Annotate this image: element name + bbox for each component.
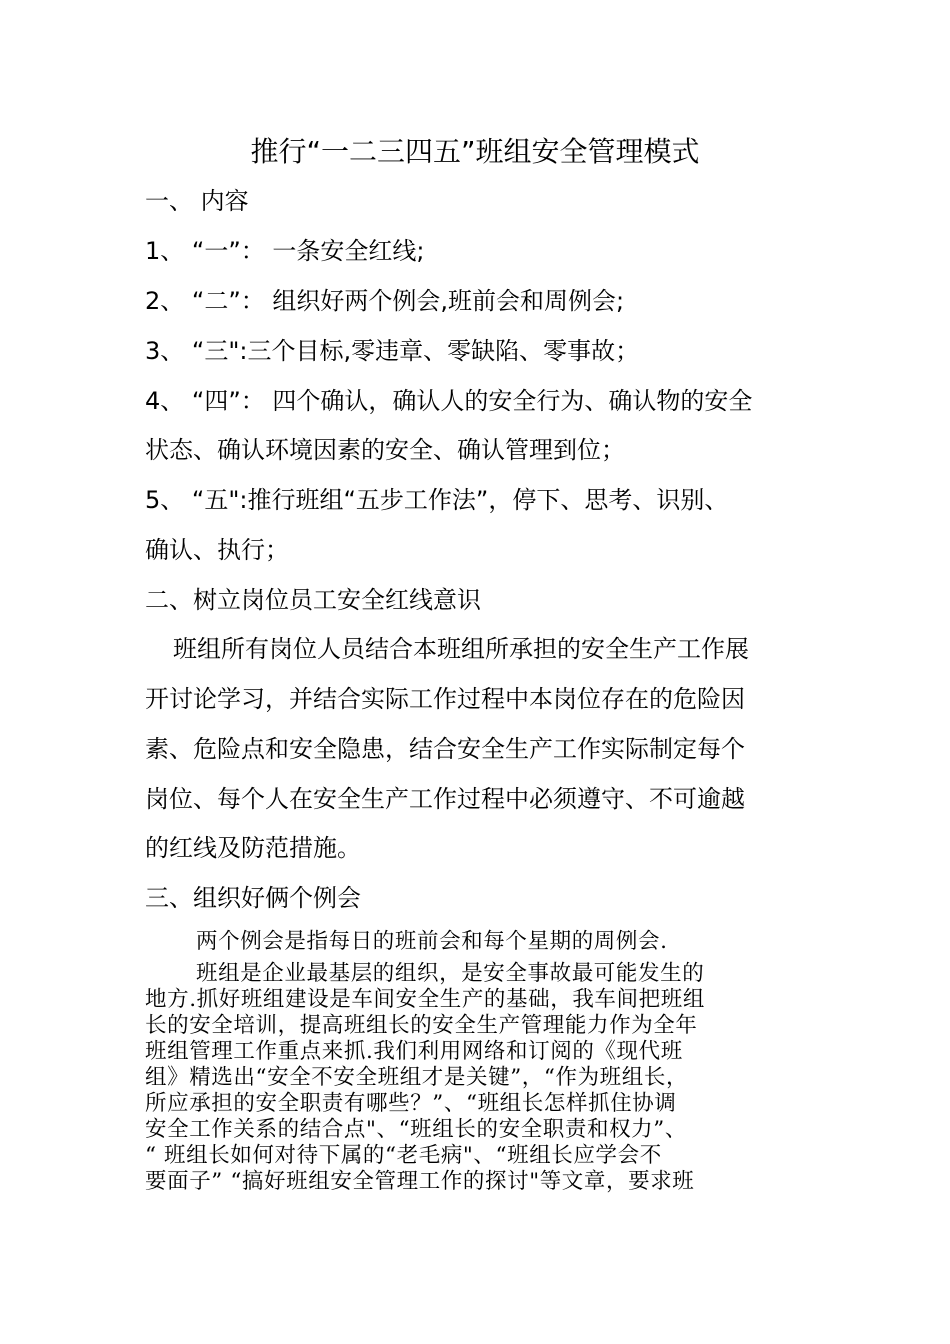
list-item: 2、 “二”： 组织好两个例会,班前会和周例会; (145, 287, 625, 315)
paragraph-line: 班组管理工作重点来抓.我们利用网络和订阅的《现代班 (145, 1039, 683, 1064)
paragraph-line: 岗位、每个人在安全生产工作过程中必须遵守、不可逾越 (145, 785, 745, 813)
list-item: 3、 “三":三个目标,零违章、零缺陷、零事故； (145, 337, 640, 365)
list-item-continuation: 确认、执行； (145, 536, 289, 564)
section-heading-redline: 二、树立岗位员工安全红线意识 (145, 586, 481, 614)
page-title: 推行“一二三四五”班组安全管理模式 (250, 135, 700, 168)
list-item: 4、 “四”： 四个确认，确认人的安全行为、确认物的安全 (145, 387, 753, 415)
paragraph-line: 两个例会是指每日的班前会和每个星期的周例会. (196, 929, 668, 954)
section-heading-content: 一、 内容 (145, 187, 249, 215)
paragraph-line: 的红线及防范措施。 (145, 834, 361, 862)
list-item: 5、 “五":推行班组“五步工作法”，停下、思考、识别、 (145, 486, 729, 514)
paragraph-line: 组》精选出“安全不安全班组才是关键”，“作为班组长， (145, 1065, 689, 1090)
paragraph-line: 开讨论学习，并结合实际工作过程中本岗位存在的危险因 (145, 685, 745, 713)
paragraph-line: 安全工作关系的结合点"、“班组长的安全职责和权力”、 (145, 1117, 687, 1142)
paragraph-line: 班组所有岗位人员结合本班组所承担的安全生产工作展 (173, 635, 749, 663)
list-item-continuation: 状态、确认环境因素的安全、确认管理到位； (145, 436, 625, 464)
paragraph-line: 长的安全培训，提高班组长的安全生产管理能力作为全年 (145, 1013, 698, 1038)
paragraph-line: “ 班组长如何对待下属的“老毛病"、“班组长应学会不 (145, 1143, 662, 1168)
paragraph-line: 所应承担的安全职责有哪些？”、“班组长怎样抓住协调 (145, 1091, 677, 1116)
paragraph-line: 要面子” “搞好班组安全管理工作的探讨"等文章，要求班 (145, 1169, 695, 1194)
section-heading-meetings: 三、组织好俩个例会 (145, 884, 361, 912)
list-item: 1、 “一”： 一条安全红线; (145, 237, 425, 265)
paragraph-line: 地方.抓好班组建设是车间安全生产的基础，我车间把班组 (145, 987, 705, 1012)
paragraph-line: 班组是企业最基层的组织，是安全事故最可能发生的 (196, 961, 705, 986)
paragraph-line: 素、危险点和安全隐患，结合安全生产工作实际制定每个 (145, 735, 745, 763)
